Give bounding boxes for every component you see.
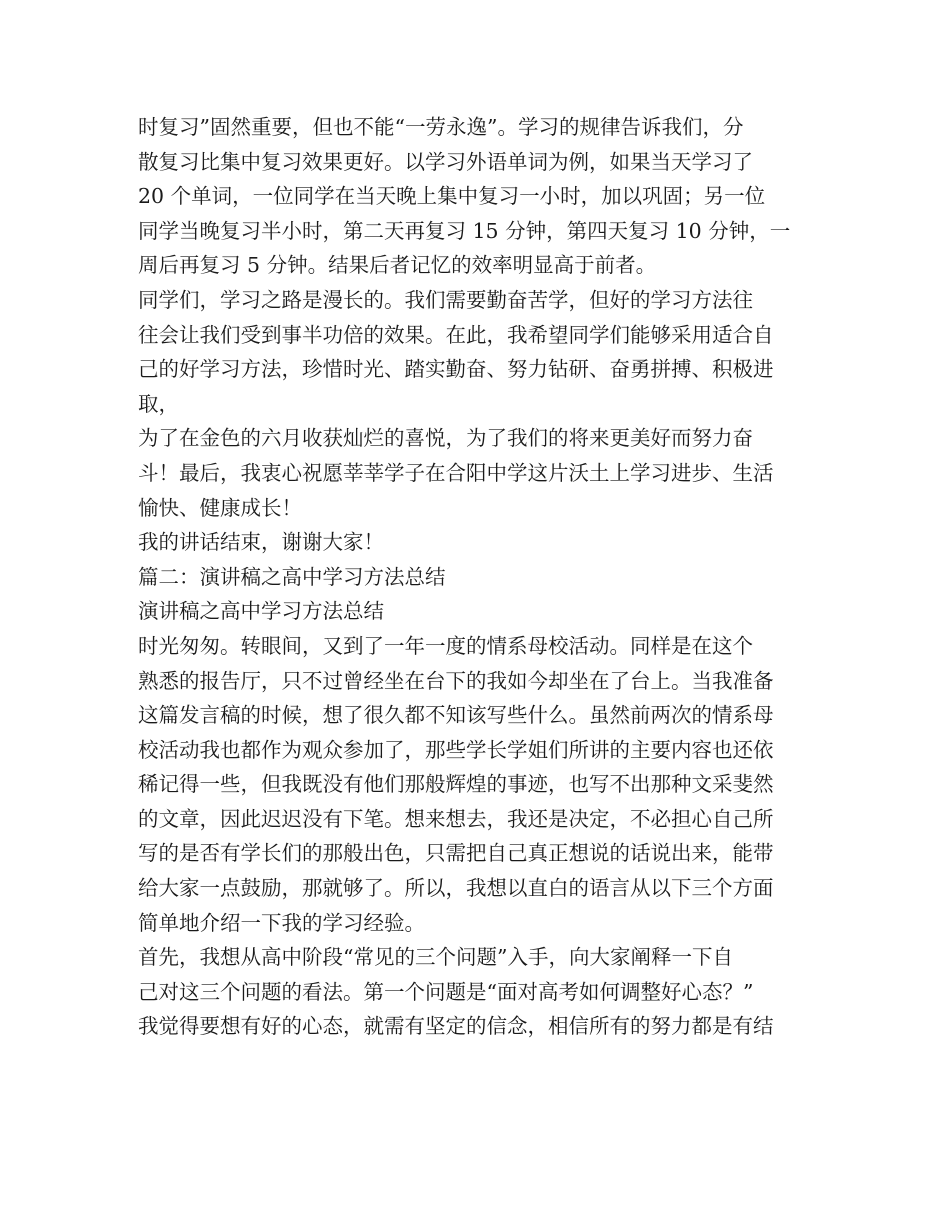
text-line: 稀记得一些，但我既没有他们那般辉煌的事迹，也写不出那种文采斐然 [138,772,774,797]
text-line: 简单地介绍一下我的学习经验。 [138,910,425,935]
text-line: 散复习比集中复习效果更好。以学习外语单词为例，如果当天学习了 [138,149,753,174]
text-line: 给大家一点鼓励，那就够了。所以，我想以直白的语言从以下三个方面 [138,876,774,901]
text-line: 往会让我们受到事半功倍的效果。在此，我希望同学们能够采用适合自 [138,322,774,347]
text-line: 写的是否有学长们的那般出色，只需把自己真正想说的话说出来，能带 [138,841,774,866]
text-line: 取， [138,391,179,416]
text-line: 同学们，学习之路是漫长的。我们需要勤奋苦学，但好的学习方法往 [138,287,753,312]
text-line: 时复习”固然重要，但也不能“一劳永逸”。学习的规律告诉我们，分 [138,115,744,139]
section-heading: 篇二：演讲稿之高中学习方法总结 [138,564,446,589]
text-line: 这篇发言稿的时候，想了很久都不知该写些什么。虽然前两次的情系母 [138,703,774,728]
text-line: 校活动我也都作为观众参加了，那些学长学姐们所讲的主要内容也还依 [138,737,774,762]
text-line: 时光匆匆。转眼间，又到了一年一度的情系母校活动。同样是在这个 [138,633,753,658]
text-line: 的文章，因此迟迟没有下笔。想来想去，我还是决定，不必担心自己所 [138,806,774,831]
text-line: 熟悉的报告厅，只不过曾经坐在台下的我如今却坐在了台上。当我准备 [138,668,774,693]
text-line: 20 个单词，一位同学在当天晚上集中复习一小时，加以巩固；另一位 [138,184,766,209]
text-line: 己的好学习方法，珍惜时光、踏实勤奋、努力钻研、奋勇拼搏、积极进 [138,357,774,382]
text-line: 己对这三个问题的看法。第一个问题是“面对高考如何调整好心态？” [138,979,754,1004]
text-line: 愉快、健康成长！ [138,495,302,520]
text-line: 斗！最后，我衷心祝愿莘莘学子在合阳中学这片沃土上学习进步、生活 [138,460,774,485]
speech-title: 演讲稿之高中学习方法总结 [138,599,384,624]
text-line: 首先，我想从高中阶段“常见的三个问题”入手，向大家阐释一下自 [138,945,733,970]
text-line: 我觉得要想有好的心态，就需有坚定的信念，相信所有的努力都是有结 [138,1014,774,1039]
text-line: 为了在金色的六月收获灿烂的喜悦，为了我们的将来更美好而努力奋 [138,426,753,451]
body-text [138,110,818,1044]
text-line: 同学当晚复习半小时，第二天再复习 15 分钟，第四天复习 10 分钟，一 [138,218,791,243]
text-line: 周后再复习 5 分钟。结果后者记忆的效率明显高于前者。 [138,253,657,278]
text-line: 我的讲话结束，谢谢大家！ [138,530,384,555]
